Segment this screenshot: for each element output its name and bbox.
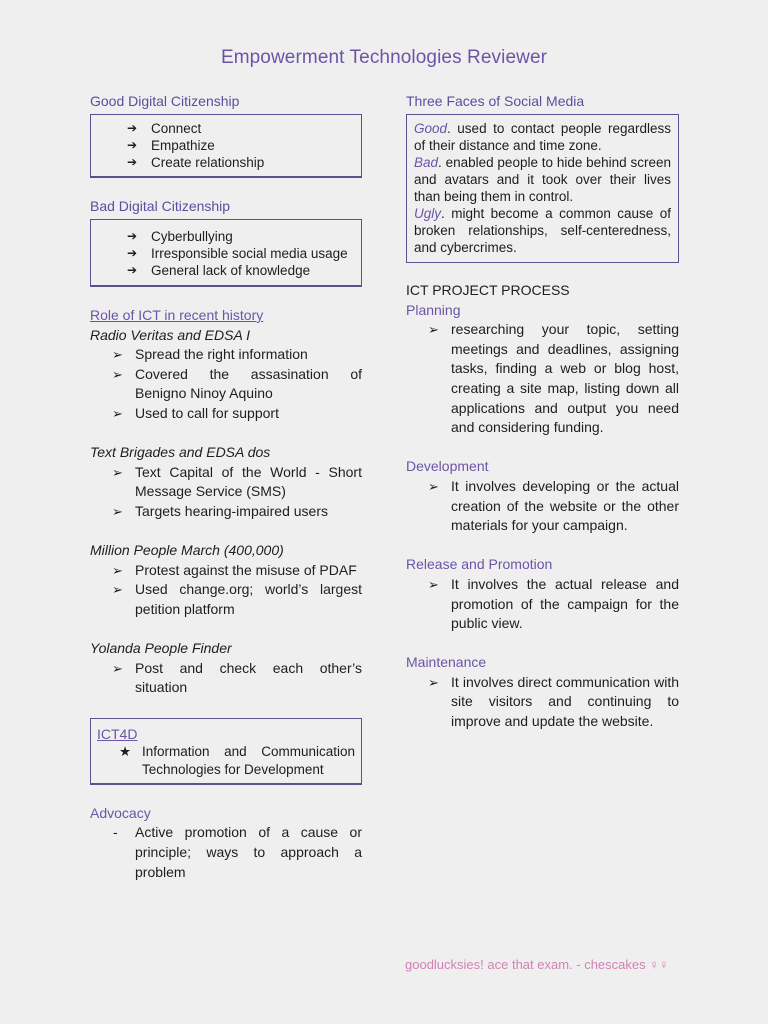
face-label: Ugly <box>414 206 442 221</box>
face-text: . enabled people to hide behind screen and avatars and it took over their lives than being them in control. <box>414 155 671 204</box>
list-item: ➢ Covered the assasination of Benigno Ninoy Aquino <box>90 365 362 404</box>
event-radio-veritas <box>90 326 362 424</box>
face-label: Bad <box>414 155 439 170</box>
role-of-ict-heading: Role of ICT in recent history <box>90 307 264 323</box>
right-column <box>406 92 679 732</box>
list-item: ➔ Irresponsible social media usage <box>99 245 353 262</box>
phase-title: Release and Promotion <box>406 556 553 573</box>
page-title: Empowerment Technologies Reviewer <box>220 47 548 68</box>
list-item: ➢ Spread the right information <box>90 345 362 365</box>
bad-citizenship-heading: Bad Digital Citizenship <box>90 198 231 214</box>
list-item: ➢ It involves the actual release and promotion of the campaign for the public view. <box>406 575 679 634</box>
good-citizenship-box <box>90 114 362 178</box>
phase-planning <box>406 301 679 438</box>
face-label: Good <box>414 121 448 136</box>
social-face-bad <box>414 154 671 205</box>
event-title: Text Brigades and EDSA dos <box>90 444 271 461</box>
list-item: ➢ Post and check each other’s situation <box>90 659 362 698</box>
list-item: ➢ Protest against the misuse of PDAF <box>90 561 362 581</box>
event-million-people-march <box>90 541 362 619</box>
phase-development <box>406 457 679 535</box>
phase-title: Maintenance <box>406 654 487 671</box>
phase-maintenance <box>406 653 679 731</box>
ict4d-box <box>90 718 362 785</box>
event-title: Radio Veritas and EDSA I <box>90 326 251 343</box>
phase-title: Development <box>406 458 489 475</box>
ict4d-item <box>97 743 355 779</box>
ict4d-heading: ICT4D <box>97 725 138 742</box>
advocacy-heading: Advocacy <box>90 804 151 821</box>
phase-title: Planning <box>406 301 461 318</box>
bad-citizenship-box <box>90 219 362 287</box>
list-item: ➢ Used to call for support <box>90 404 362 424</box>
list-item: ➔ Connect <box>99 120 353 137</box>
social-media-box <box>406 114 679 263</box>
face-text: . used to contact people regardless of their distance and time zone. <box>414 121 671 153</box>
event-title: Million People March (400,000) <box>90 542 284 559</box>
event-text-brigades <box>90 443 362 521</box>
good-citizenship-heading: Good Digital Citizenship <box>90 93 240 109</box>
phase-release-promotion <box>406 555 679 633</box>
star-icon: ★ <box>119 743 132 759</box>
list-item: ➢ Text Capital of the World - Short Message Service (SMS) <box>90 463 362 502</box>
event-yolanda-people-finder <box>90 639 362 698</box>
social-media-heading: Three Faces of Social Media <box>406 93 585 109</box>
list-item: - Active promotion of a cause or principle; ways to approach a problem <box>90 823 362 882</box>
list-item: ➢ Used change.org; world’s largest petition platform <box>90 580 362 619</box>
list-item: ➢ It involves direct communication with site visitors and continuing to improve and update the website. <box>406 673 679 732</box>
list-item: ➢ Targets hearing-impaired users <box>90 502 362 522</box>
event-title: Yolanda People Finder <box>90 640 232 657</box>
footer-note: goodlucksies! ace that exam. - chescakes ♀♀ <box>405 957 669 972</box>
list-item: ➔ Empathize <box>99 137 353 154</box>
ict4d-text: Information and Communication Technologies for Development <box>142 743 355 777</box>
list-item: ➔ Create relationship <box>99 154 353 171</box>
list-item: ➔ General lack of knowledge <box>99 262 353 279</box>
process-heading: ICT PROJECT PROCESS <box>406 282 570 298</box>
social-face-good <box>414 120 671 154</box>
left-column <box>90 92 362 882</box>
list-item: ➢ It involves developing or the actual creation of the website or the other materials for your campaign. <box>406 477 679 536</box>
social-face-ugly <box>414 205 671 256</box>
face-text: . might become a common cause of broken relationships, self-centeredness, and cybercrimes. <box>414 206 671 255</box>
list-item: ➢ researching your topic, setting meetings and deadlines, assigning tasks, finding a web or blog host, creating a site map, listing down all applications and output you need and considering funding. <box>406 320 679 438</box>
list-item: ➔ Cyberbullying <box>99 228 353 245</box>
